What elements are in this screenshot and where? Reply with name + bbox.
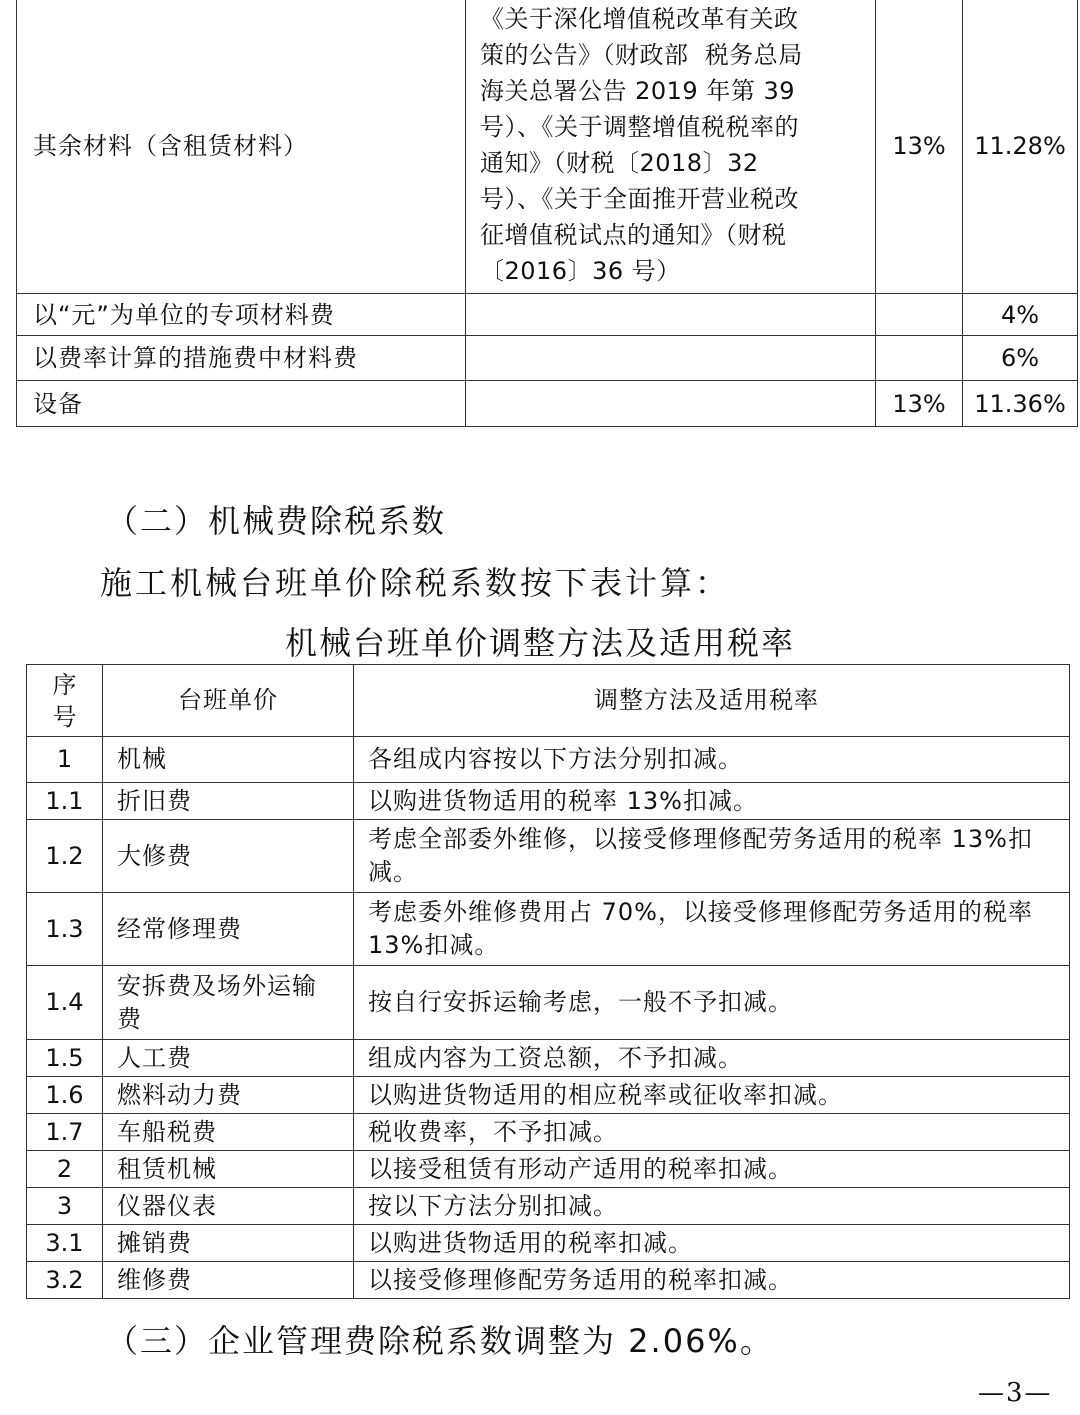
page-number: —3—: [978, 1378, 1053, 1408]
row-unit: 车船税费: [103, 1114, 354, 1151]
table-row: [27, 1114, 1070, 1151]
coefficient-cell: 11.36%: [963, 381, 1078, 427]
item-cell: 以“元”为单位的专项材料费: [17, 294, 466, 336]
row-method: 税收费率，不予扣减。: [354, 1114, 1070, 1151]
coefficient-cell: 4%: [963, 294, 1078, 336]
row-method: 按自行安拆运输考虑，一般不予扣减。: [354, 966, 1070, 1040]
row-no: 1.1: [27, 783, 103, 820]
section2-text: 施工机械台班单价除税系数按下表计算：: [100, 564, 731, 602]
coefficient-cell: 6%: [963, 336, 1078, 381]
basis-line: 通知》（财税〔2018〕32: [480, 149, 759, 177]
basis-cell: [466, 0, 876, 294]
row-unit: 机械: [103, 737, 354, 783]
row-no: 1: [27, 737, 103, 783]
table-row: [27, 783, 1070, 820]
row-method: 以购进货物适用的税率扣减。: [354, 1225, 1070, 1262]
basis-line: 〔2016〕36 号）: [480, 257, 681, 285]
row-unit: [103, 966, 354, 1040]
basis-line: 号）、《关于调整增值税税率的: [480, 113, 799, 141]
table-row: [27, 1225, 1070, 1262]
row-no: 1.3: [27, 893, 103, 966]
item-cell: 其余材料（含租赁材料）: [17, 0, 466, 294]
table-header-row: [27, 665, 1070, 737]
table-row: [17, 0, 1078, 294]
row-no: 3.2: [27, 1262, 103, 1299]
row-no: 2: [27, 1151, 103, 1188]
basis-line: 海关总署公告 2019 年第 39: [480, 77, 796, 105]
row-method: 以购进货物适用的税率 13%扣减。: [354, 783, 1070, 820]
row-no: 3.1: [27, 1225, 103, 1262]
table-row: [27, 893, 1070, 966]
rate-cell: [876, 336, 963, 381]
section3-heading: （三）企业管理费除税系数调整为 2.06%。: [106, 1322, 774, 1360]
table-row: [17, 381, 1078, 427]
table-row: [17, 336, 1078, 381]
table-row: [17, 294, 1078, 336]
table-row: [27, 1077, 1070, 1114]
row-no: 1.5: [27, 1040, 103, 1077]
row-method: 组成内容为工资总额，不予扣减。: [354, 1040, 1070, 1077]
header-no-text: 序号: [52, 670, 77, 731]
item-cell: 设备: [17, 381, 466, 427]
row-no: 1.4: [27, 966, 103, 1040]
rate-cell: [876, 294, 963, 336]
row-unit: 燃料动力费: [103, 1077, 354, 1114]
row-method: 考虑全部委外维修，以接受修理修配劳务适用的税率 13%扣减。: [354, 820, 1070, 893]
row-no: 3: [27, 1188, 103, 1225]
row-unit: 大修费: [103, 820, 354, 893]
header-method: 调整方法及适用税率: [354, 665, 1070, 737]
row-method: 按以下方法分别扣减。: [354, 1188, 1070, 1225]
rate-cell: 13%: [876, 0, 963, 294]
table-row: [27, 1262, 1070, 1299]
row-unit: 租赁机械: [103, 1151, 354, 1188]
row-method: 以接受租赁有形动产适用的税率扣减。: [354, 1151, 1070, 1188]
basis-line: 策的公告》（财政部 税务总局: [480, 41, 803, 69]
basis-cell: [466, 336, 876, 381]
table-row: [27, 1151, 1070, 1188]
basis-line: 《关于深化增值税改革有关政: [480, 5, 799, 33]
row-unit: 经常修理费: [103, 893, 354, 966]
basis-cell: [466, 381, 876, 427]
table-row: [27, 737, 1070, 783]
table-row: [27, 1040, 1070, 1077]
header-unit: 台班单价: [103, 665, 354, 737]
row-unit: 仪器仪表: [103, 1188, 354, 1225]
basis-line: 号）、《关于全面推开营业税改: [480, 185, 799, 213]
table-row: [27, 820, 1070, 893]
row-method: 各组成内容按以下方法分别扣减。: [354, 737, 1070, 783]
mech-table-title: 机械台班单价调整方法及适用税率: [284, 624, 795, 662]
mech-table: [26, 664, 1070, 1299]
rate-cell: 13%: [876, 381, 963, 427]
table-row: [27, 966, 1070, 1040]
header-no: [27, 665, 103, 737]
table-row: [27, 1188, 1070, 1225]
row-unit: 摊销费: [103, 1225, 354, 1262]
item-cell: 以费率计算的措施费中材料费: [17, 336, 466, 381]
row-method: 以接受修理修配劳务适用的税率扣减。: [354, 1262, 1070, 1299]
row-unit-text: 安拆费及场外运输费: [117, 971, 317, 1033]
row-method: 以购进货物适用的相应税率或征收率扣减。: [354, 1077, 1070, 1114]
coefficient-cell: 11.28%: [963, 0, 1078, 294]
row-no: 1.2: [27, 820, 103, 893]
materials-table: [16, 0, 1078, 427]
basis-cell: [466, 294, 876, 336]
row-unit: 折旧费: [103, 783, 354, 820]
row-no: 1.6: [27, 1077, 103, 1114]
row-unit: 维修费: [103, 1262, 354, 1299]
row-no: 1.7: [27, 1114, 103, 1151]
basis-line: 征增值税试点的通知》（财税: [480, 221, 787, 249]
row-unit: 人工费: [103, 1040, 354, 1077]
section2-heading: （二）机械费除税系数: [106, 502, 447, 540]
row-method: 考虑委外维修费用占 70%，以接受修理修配劳务适用的税率 13%扣减。: [354, 893, 1070, 966]
